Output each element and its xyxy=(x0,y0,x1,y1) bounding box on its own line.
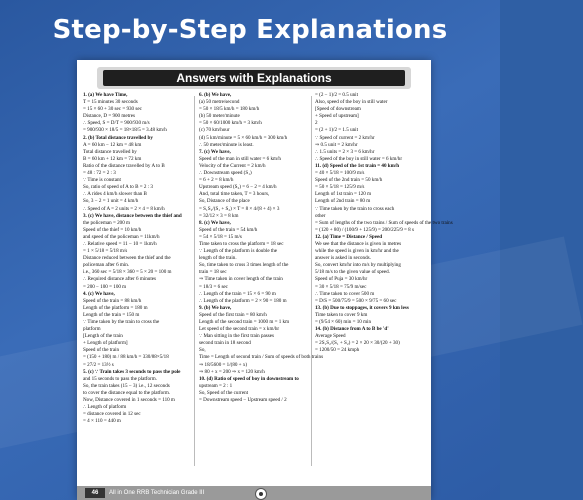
answer-line: platform xyxy=(83,326,101,333)
answer-line: = 900/930 × 18/5 = 18×18/5 = 3.48 km/h xyxy=(83,127,167,134)
answer-line: 3. (c) We have, distance between the thief and xyxy=(83,212,182,219)
answer-line: Speed of the first train = 80 km/h xyxy=(199,311,267,318)
answer-line: Speed of Puja = 30 km/hr xyxy=(315,276,368,283)
answer-line: ∴ 1.5 units = 2 × 3 = 6 km/hr xyxy=(315,148,375,155)
answer-line: ∴ Relative speed = 11 − 10 = 1km/h xyxy=(83,240,157,247)
answer-line: ∵ Speed of current = 2 km/hr xyxy=(315,134,375,141)
answer-line: Upstream speed (S₂) = 6 − 2 = 4 km/h xyxy=(199,184,277,191)
answer-line: and 15 seconds to pass the platform. xyxy=(83,375,157,382)
answer-line: 6. (b) We have, xyxy=(199,92,232,98)
answer-line: = (2 − 1)/2 = 0.5 unit xyxy=(315,92,358,98)
answer-line: (c) 70 km/hour xyxy=(199,127,230,134)
answer-line: 2 xyxy=(315,120,318,127)
answer-line: Speed of the man in still water = 6 km/h xyxy=(199,155,281,162)
answer-line: = distance covered in 12 sec xyxy=(83,411,141,418)
answer-line: = (150 + 180) m / 88 km/h = 330/88×5/18 xyxy=(83,354,169,361)
answer-line: = 50 × 5/18 = 125/9 m/s xyxy=(315,184,365,191)
answer-line: Speed of the train xyxy=(83,347,120,354)
answer-line: ∴ Speed, S = D/T = 900/930 m/s xyxy=(83,120,150,127)
answer-line: i.e., 360 sec = 5/18 × 360 = 5 × 20 = 100 m xyxy=(83,269,172,276)
answer-line: = D/S = 500/75/9 = 500 × 9/75 = 60 sec xyxy=(315,297,397,304)
answer-line: 7. (c) We have, xyxy=(199,148,231,155)
answer-line: Distance, D = 900 metres xyxy=(83,113,135,120)
book-title: All in One RRB Technician Grade III xyxy=(109,490,205,496)
answer-line: upstream = 2 : 1 xyxy=(199,382,233,389)
answer-line: = Downstream speed − Upstream speed / 2 xyxy=(199,397,287,404)
answer-line: = 15 × 60 + 30 sec = 930 sec xyxy=(83,106,142,113)
answer-line: Speed of the train = 54 km/h xyxy=(199,226,258,233)
answer-line: policeman after 6 min. xyxy=(83,262,130,269)
answer-line: 2. (b) Total distance travelled by xyxy=(83,134,153,141)
answer-line: [Speed of downstream xyxy=(315,106,361,113)
answer-line: ∴ Length of platform xyxy=(83,404,127,411)
answer-line: ∴ Speed of the boy in still water = 6 km/hr xyxy=(315,155,403,162)
answer-line: = (9/54 × 60) min = 10 min xyxy=(315,319,372,325)
answer-line: = 54 × 5/18 = 15 m/s xyxy=(199,233,242,240)
answer-line: 13. (b) Due to stoppages, it covers 9 km less xyxy=(315,304,409,311)
answer-line: train = 18 sec xyxy=(199,269,227,276)
answer-line: Time taken to cover 9 km xyxy=(315,311,368,318)
answer-line: Ratio of the distance travelled by A to B xyxy=(83,162,165,169)
answer-line: second train in 18 second xyxy=(199,340,251,347)
answer-line: Length of 2nd train = 80 m xyxy=(315,198,371,205)
answer-line: Length of the platform = 180 m xyxy=(83,304,148,311)
answer-line: (a) 50 metre/second xyxy=(199,99,240,106)
answer-line: T = 15 minutes 30 seconds xyxy=(83,99,138,106)
answer-line: 9. (b) We have, xyxy=(199,304,232,311)
answer-line: Speed of the thief = 10 km/h xyxy=(83,226,142,233)
answer-line: 4. (c) We have, xyxy=(83,290,115,297)
answer-line: ∴ Downstream speed (S₁) xyxy=(199,170,252,177)
answer-line: Time taken to cross the platform = 18 sec xyxy=(199,240,284,247)
answer-line: Velocity of the Current = 2 km/h xyxy=(199,162,266,169)
answer-line: 14. (b) Distance from A to B be 'd' xyxy=(315,326,389,333)
answer-line: 5. (c) ∵ Train takes 3 seconds to pass the pole xyxy=(83,368,181,375)
answer-line: ∴ 50 meter/minute is least. xyxy=(199,141,254,148)
page-number: 46 xyxy=(85,488,105,498)
answer-line: A = 60 km − 12 km = 48 km xyxy=(83,141,142,148)
answer-line: ∵ Time taken by the train to cross each xyxy=(315,205,395,212)
answer-line: Length of the second train = 1000 m = 1 km xyxy=(199,319,290,325)
section-header-title: Answers with Explanations xyxy=(103,70,405,86)
answer-line: (d) 5 km/minute = 5 × 60 km/h = 300 km/h xyxy=(199,134,288,141)
answer-line: 5/18 m/s to the given value of speed. xyxy=(315,269,390,276)
answer-line: = 50 × 60/1000 km/h = 3 km/h xyxy=(199,120,262,127)
answer-line: the policeman = 200 m xyxy=(83,219,131,226)
answer-line: = (120 + 80) / (100/9 + 125/9) = 200/225/9 = 8 s xyxy=(315,226,414,233)
book-page xyxy=(77,60,453,500)
answer-line: And, total time taken, T = 3 hours, xyxy=(199,191,270,198)
answer-line: Speed of the train = 88 km/h xyxy=(83,297,142,304)
answer-line: Length of the train = 150 m xyxy=(83,311,140,318)
answer-line: = 4 × 110 = 440 m xyxy=(83,418,121,425)
answer-line: ∴ Time taken to cover 500 m xyxy=(315,290,375,297)
publisher-logo-icon xyxy=(255,488,267,500)
answer-line: So, time taken to cross 3 times length of the xyxy=(199,262,289,269)
answer-line: So, convert km/hr into m/s by multiplying xyxy=(315,262,401,269)
answer-line: 12. (a) Time = Distance / Speed xyxy=(315,233,383,240)
answer-line: Time = Length of second train / Sum of speeds of both trains xyxy=(199,354,324,361)
answer-column-3 xyxy=(315,92,453,472)
answer-line: = 1200/50 = 24 kmph xyxy=(315,347,360,354)
answer-line: So, Distance of the place xyxy=(199,198,250,205)
answer-line: ∵ Length of the platform is double the xyxy=(199,248,278,255)
answer-line: ∴ Length of the train = 15 × 6 = 90 m xyxy=(199,290,276,297)
answer-line: = 200 − 100 = 100 m xyxy=(83,283,127,290)
answer-line: So, 3 − 2 = 1 unit = 4 km/h xyxy=(83,198,139,205)
answer-line: length of the train. xyxy=(199,255,237,262)
answer-line: Speed of the 2nd train = 50 km/h xyxy=(315,177,383,184)
answer-line: = 27/2 = 13½ s xyxy=(83,361,114,368)
answer-line: B = 60 km + 12 km = 72 km xyxy=(83,155,142,162)
answer-line: [Length of the train xyxy=(83,333,123,340)
column-divider xyxy=(194,96,195,466)
answer-line: Average Speed xyxy=(315,333,346,340)
answer-line: + Length of platform] xyxy=(83,340,128,347)
answer-line: ⇒ 80 + x = 200 ⇒ x = 120 km/h xyxy=(199,368,265,375)
answer-line: 8. (c) We have, xyxy=(199,219,231,226)
answer-line: We see that the distance is given in metres xyxy=(315,240,402,247)
answer-line: (b) 50 meter/minute xyxy=(199,113,240,120)
answer-line: + Speed of upstream] xyxy=(315,113,359,120)
answer-line: other xyxy=(315,212,326,219)
column-divider xyxy=(311,96,312,466)
answer-line: = S₁S₂/(S₁ + S₂) × T = 8 × 4/(8 + 4) × 3 xyxy=(199,205,280,212)
page-footer xyxy=(77,486,431,500)
answer-line: So, ratio of speed of A to B = 2 : 3 xyxy=(83,184,153,191)
answer-column-1 xyxy=(83,92,191,472)
answer-line: = 48 : 72 = 2 : 3 xyxy=(83,170,116,177)
answer-line: 1. (a) We have Time, xyxy=(83,92,128,98)
answer-line: ∴ Length of the platform = 2 × 90 = 180 m xyxy=(199,297,287,304)
answer-line: = 32/12 × 3 = 8 km xyxy=(199,212,239,219)
answer-line: = 1 × 5/18 = 5/18 m/s xyxy=(83,248,128,255)
answer-line: = Sum of lengths of the two trains / Sum of speeds of the two trains xyxy=(315,219,453,226)
answer-line: = 2S₁S₂/(S₁ + S₂) = 2 × 20 × 30/(20 + 30) xyxy=(315,340,400,347)
banner-title: Step-by-Step Explanations xyxy=(52,15,448,45)
answer-line: ∵ Time taken by the train to cross the xyxy=(83,319,160,325)
answer-line: ∴ A rides 4 km/h slower than B xyxy=(83,191,147,198)
answer-line: ∴ Speed of A = 2 units = 2 × 4 = 8 km/h xyxy=(83,205,165,212)
answer-line: = 18/3 = 6 sec xyxy=(199,283,228,290)
answer-line: So, xyxy=(199,347,206,354)
answer-line: = 40 × 5/18 = 100/9 m/s xyxy=(315,170,365,177)
answer-line: = 6 + 2 = 8 km/h xyxy=(199,177,234,184)
answer-line: = 50 × 18/5 km/h = 180 km/h xyxy=(199,106,260,113)
answer-line: answer is asked in seconds. xyxy=(315,255,371,262)
answer-line: Length of 1st train = 120 m xyxy=(315,191,372,198)
answer-line: Let speed of the second train = x km/hr xyxy=(199,326,280,333)
answer-line: 11. (d) Speed of the 1st train = 40 km/h xyxy=(315,162,400,169)
answer-line: So, the train takes (15 − 3) i.e., 12 seconds xyxy=(83,382,170,389)
answer-line: Total distance travelled by xyxy=(83,148,137,155)
answer-line: ⇒ Time taken in cover length of the train xyxy=(199,276,283,283)
answer-line: ⇒ 18/5600 = 1/(80 + x) xyxy=(199,361,248,368)
answer-line: ∵ Time is constant xyxy=(83,177,121,184)
answer-line: = (2 + 1)/2 = 1.5 unit xyxy=(315,127,358,134)
answer-line: So, Speed of the current xyxy=(199,389,249,396)
answer-line: ∴ Required distance after 6 minutes xyxy=(83,276,156,283)
section-header xyxy=(97,67,411,89)
answer-line: while the speed is given in km/hr and the xyxy=(315,248,399,255)
answer-line: Distance reduced between the thief and the xyxy=(83,255,171,262)
answer-line: and speed of the policeman = 11km/h xyxy=(83,233,160,240)
answer-line: ∵ Man sitting in the first train passes xyxy=(199,333,274,340)
answer-line: = 30 × 5/18 = 75/9 m/sec xyxy=(315,283,367,290)
answer-line: to cover the distance equal to the platform. xyxy=(83,389,171,396)
answer-line: 10. (d) Ratio of speed of boy in downstream to xyxy=(199,375,299,382)
answer-line: ⇒ 0.5 unit = 2 km/hr xyxy=(315,141,358,148)
answer-line: Now, Distance covered in 1 seconds = 110 m xyxy=(83,397,175,404)
answer-line: Also, speed of the boy in still water xyxy=(315,99,388,106)
